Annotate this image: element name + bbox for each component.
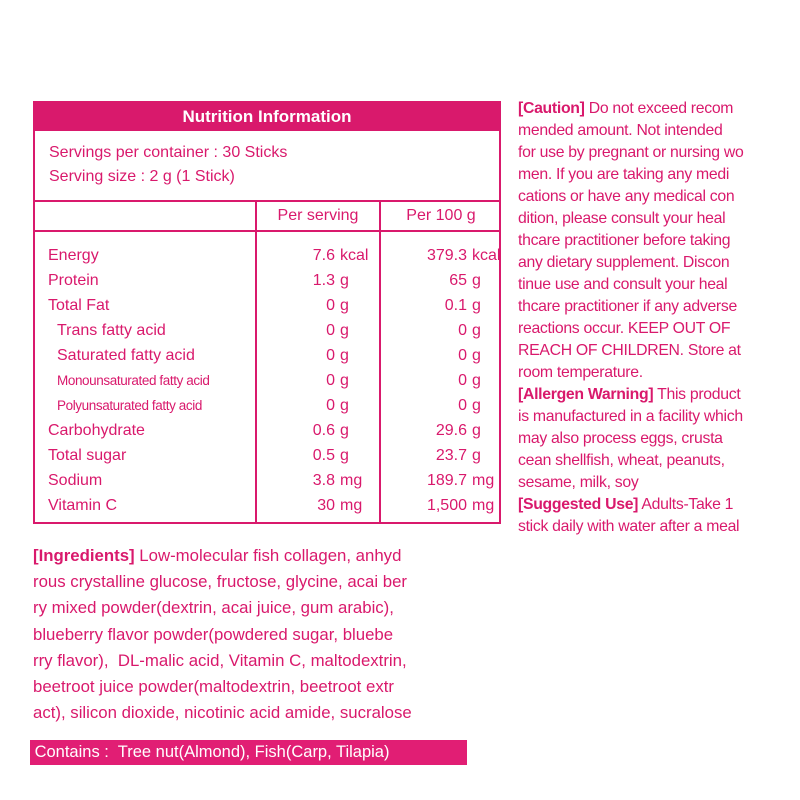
per-100g-unit: g [472,297,481,314]
per-100g-value: 0.1 [444,297,467,314]
per-serving-unit: g [340,372,349,389]
nutrition-row [35,493,499,518]
nutrient-name: Protein [48,272,99,289]
servings-per-container: Servings per container : 30 Sticks [49,144,288,161]
per-100g-value: 0 [458,372,467,389]
per-100g-unit: g [472,347,481,364]
per-100g-value: 379.3 [426,247,467,264]
nutrition-rows [35,243,499,518]
per-serving-value: 0.6 [312,422,335,439]
per-serving-unit: g [340,272,349,289]
nutrient-name: Trans fatty acid [57,322,166,339]
per-serving-value: 30 [317,497,335,514]
suggested-use-body: Adults-Take 1 stick daily with water after a meal [518,496,740,535]
per-100g-value: 0 [458,397,467,414]
servings-block [49,141,287,189]
nutrition-row [35,293,499,318]
per-serving-unit: mg [340,497,363,514]
nutrient-name: Monounsaturated fatty acid [57,373,210,388]
per-serving-value: 1.3 [312,272,335,289]
nutrient-name: Vitamin C [48,497,118,514]
caution-text-block [518,98,770,538]
ingredients-block [33,543,412,726]
nutrient-name: Total sugar [48,447,127,464]
nutrition-row [35,393,499,418]
nutrition-row [35,443,499,468]
header-per-100g: Per 100 g [406,207,476,224]
ingredients-body: Low-molecular fish collagen, anhyd rous crystalline glucose, fructose, glycine, acai ber ry mixed powder(dextrin, acai juice, gum arabic), blueberry flavor powder(powdered sugar, bluebe rry flavor), DL-malic acid, Vitamin C, maltodextrin, beetroot juice powder(maltodextrin, beetroot extr act), silicon dioxide, nicotinic acid amide, sucralose [33,546,412,723]
nutrient-name: Energy [48,247,99,264]
nutrition-row [35,318,499,343]
per-100g-unit: g [472,447,481,464]
per-100g-unit: g [472,422,481,439]
nutrient-name: Carbohydrate [48,422,145,439]
per-serving-unit: g [340,347,349,364]
per-100g-unit: g [472,272,481,289]
per-100g-value: 189.7 [426,472,467,489]
allergen-body: This product is manufactured in a facility which may also process eggs, crusta cean shellfish, wheat, peanuts, sesame, milk, soy [518,386,743,491]
per-100g-value: 0 [458,347,467,364]
nutrition-row [35,243,499,268]
nutrition-row [35,368,499,393]
per-100g-unit: g [472,322,481,339]
nutrition-row [35,343,499,368]
nutrition-row [35,418,499,443]
ingredients-heading: [Ingredients] [33,546,135,565]
per-100g-unit: g [472,372,481,389]
nutrition-row [35,268,499,293]
nutrient-name: Total Fat [48,297,110,314]
per-serving-unit: g [340,447,349,464]
per-100g-unit: mg [472,472,495,489]
per-serving-unit: mg [340,472,363,489]
per-serving-value: 0 [326,397,335,414]
per-100g-value: 0 [458,322,467,339]
per-100g-unit: g [472,397,481,414]
suggested-use-heading: [Suggested Use] [518,496,639,513]
per-100g-value: 23.7 [435,447,467,464]
nutrition-title: Nutrition Information [35,103,499,131]
per-serving-value: 3.8 [312,472,335,489]
per-serving-unit: g [340,422,349,439]
serving-size: Serving size : 2 g (1 Stick) [49,168,235,185]
per-100g-value: 29.6 [435,422,467,439]
per-serving-unit: g [340,397,349,414]
per-100g-value: 1,500 [426,497,467,514]
nutrient-name: Polyunsaturated fatty acid [57,398,202,413]
per-serving-unit: kcal [340,247,369,264]
per-serving-value: 0 [326,372,335,389]
per-100g-unit: mg [472,497,495,514]
per-100g-value: 65 [449,272,467,289]
per-serving-value: 0.5 [312,447,335,464]
per-serving-value: 0 [326,322,335,339]
per-serving-unit: g [340,297,349,314]
allergen-heading: [Allergen Warning] [518,386,654,403]
contains-allergen-banner: Contains : Tree nut(Almond), Fish(Carp, Tilapia) [30,740,467,765]
per-100g-unit: kcal [472,247,501,264]
nutrition-row [35,468,499,493]
nutrition-panel [33,101,501,524]
caution-body: Do not exceed recom mended amount. Not intended for use by pregnant or nursing wo men. If you are taking any medi cations or have any medical con dition, please consult your heal thcare practitioner before taking any dietary supplement. Discon tinue use and consult your heal thcare practitioner if any adverse reactions occur. KEEP OUT OF REACH OF CHILDREN. Store at room temperature. [518,100,744,381]
caution-heading: [Caution] [518,100,585,117]
per-serving-value: 0 [326,297,335,314]
nutrient-name: Saturated fatty acid [57,347,195,364]
nutrient-name: Sodium [48,472,103,489]
header-per-serving: Per serving [277,207,359,224]
per-serving-unit: g [340,322,349,339]
per-serving-value: 7.6 [312,247,335,264]
divider [35,200,499,202]
per-serving-value: 0 [326,347,335,364]
divider [35,230,499,232]
